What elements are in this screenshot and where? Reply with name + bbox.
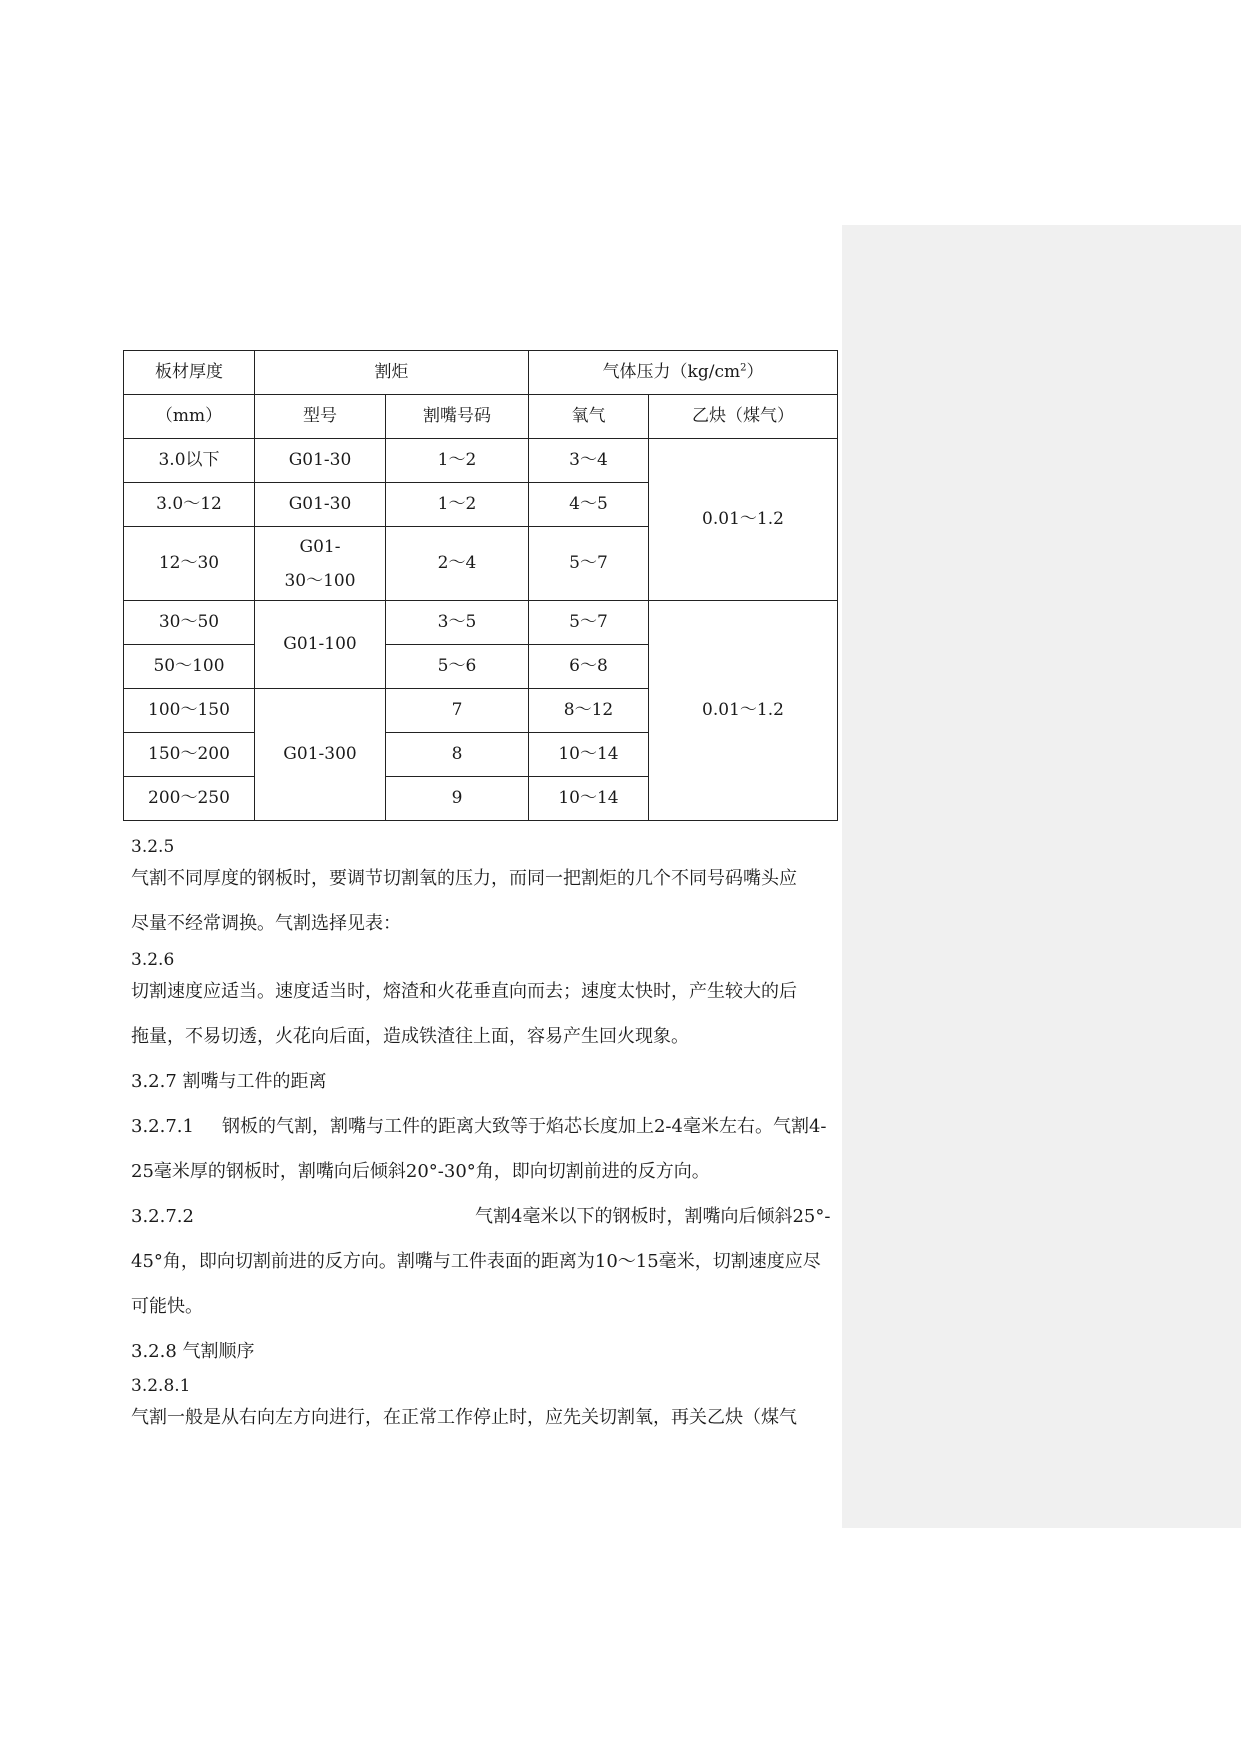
header-oxygen: 氧气 bbox=[529, 395, 649, 439]
header-model: 型号 bbox=[255, 395, 386, 439]
section-3-2-8: 3.2.8 气割顺序 bbox=[131, 1341, 255, 1362]
paragraph-line: 25毫米厚的钢板时，割嘴向后倾斜20°-30°角，即向切割前进的反方向。 bbox=[131, 1161, 710, 1182]
section-3-2-7: 3.2.7 割嘴与工件的距离 bbox=[131, 1071, 327, 1092]
section-3-2-6: 3.2.6 bbox=[131, 950, 175, 970]
table-row: 150～200 8 10～14 bbox=[124, 733, 838, 777]
table-row: 200～250 9 10～14 bbox=[124, 777, 838, 821]
paragraph-line: 3.2.7.1 钢板的气割，割嘴与工件的距离大致等于焰芯长度加上2-4毫米左右。气割4- bbox=[131, 1116, 827, 1137]
paragraph-line: 可能快。 bbox=[131, 1296, 203, 1317]
section-3-2-7-1: 3.2.7.1 bbox=[131, 1116, 194, 1137]
table-row: 50～100 5～6 6～8 bbox=[124, 645, 838, 689]
table-row: 3.0以下 G01-30 1～2 3～4 0.01～1.2 bbox=[124, 439, 838, 483]
paragraph-line: 气割不同厚度的钢板时，要调节切割氧的压力，而同一把割炬的几个不同号码嘴头应 bbox=[131, 868, 797, 889]
cutting-parameter-table bbox=[123, 350, 838, 821]
paragraph-line: 切割速度应适当。速度适当时，熔渣和火花垂直向而去；速度太快时，产生较大的后 bbox=[131, 981, 797, 1002]
table-row: 100～150 G01-300 7 8～12 bbox=[124, 689, 838, 733]
table-row: 30～50 G01-100 3～5 5～7 0.01～1.2 bbox=[124, 601, 838, 645]
header-acetylene: 乙炔（煤气） bbox=[649, 395, 838, 439]
header-nozzle: 割嘴号码 bbox=[386, 395, 529, 439]
section-3-2-8-1: 3.2.8.1 bbox=[131, 1376, 191, 1396]
paragraph-line: 拖量，不易切透，火花向后面，造成铁渣往上面，容易产生回火现象。 bbox=[131, 1026, 689, 1047]
paragraph-line: 3.2.7.2 气割4毫米以下的钢板时，割嘴向后倾斜25°- bbox=[131, 1206, 831, 1227]
table-row: 12～30 G01- 30～100 2～4 5～7 bbox=[124, 527, 838, 601]
comment-margin-panel bbox=[842, 225, 1241, 1528]
header-torch: 割炬 bbox=[255, 351, 529, 395]
header-thickness: 板材厚度 bbox=[124, 351, 255, 395]
section-3-2-5: 3.2.5 bbox=[131, 837, 175, 857]
paragraph-line: 尽量不经常调换。气割选择见表： bbox=[131, 913, 401, 934]
acetylene-group-1: 0.01～1.2 bbox=[649, 439, 838, 601]
table-row: 3.0～12 G01-30 1～2 4～5 bbox=[124, 483, 838, 527]
section-3-2-7-2: 3.2.7.2 bbox=[131, 1206, 194, 1227]
paragraph-line: 气割一般是从右向左方向进行，在正常工作停止时，应先关切割氧，再关乙炔（煤气 bbox=[131, 1407, 797, 1428]
paragraph-line: 45°角，即向切割前进的反方向。割嘴与工件表面的距离为10～15毫米，切割速度应尽 bbox=[131, 1251, 821, 1272]
header-unit: （mm） bbox=[124, 395, 255, 439]
acetylene-group-2: 0.01～1.2 bbox=[649, 601, 838, 821]
header-gas-pressure: 气体压力$(kg/cm^2)$ bbox=[529, 351, 838, 395]
